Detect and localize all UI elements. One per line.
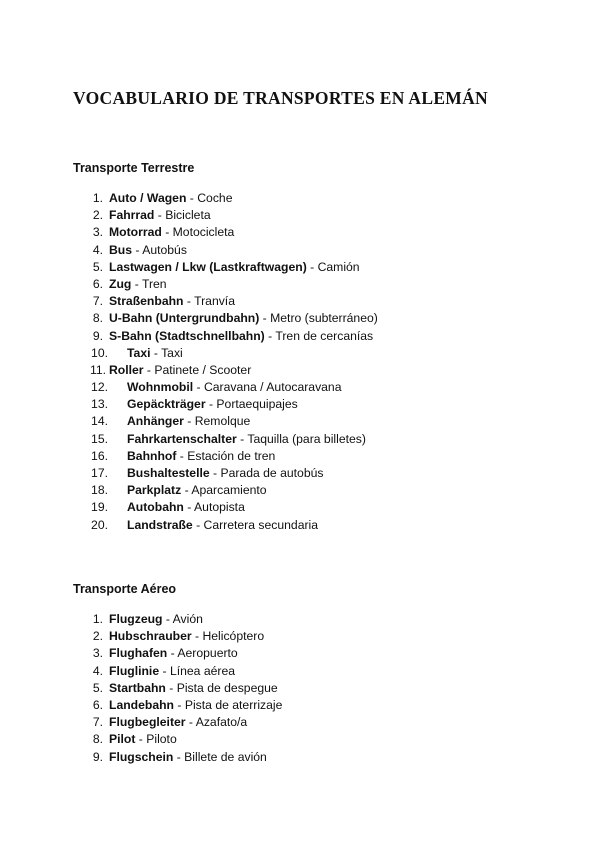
german-term: Pilot [109, 732, 136, 747]
item-number: 17. [91, 466, 108, 480]
item-number: 19. [91, 500, 108, 515]
spanish-translation: - Taquilla (para billetes) [236, 431, 366, 446]
item-entry [127, 482, 267, 499]
item-entry [109, 645, 238, 662]
item-entry [109, 749, 267, 766]
item-number: 3. [92, 646, 103, 661]
item-number: 10. [91, 345, 108, 360]
german-term: Gepäckträger [127, 397, 206, 412]
spanish-translation: - Aeropuerto [167, 646, 238, 661]
german-term: Bus [109, 242, 133, 257]
item-entry [127, 465, 323, 482]
item-number: 7. [92, 715, 103, 730]
german-term: Straßenbahn [109, 294, 184, 309]
german-term: Zug [109, 276, 132, 291]
item-entry [109, 628, 264, 645]
spanish-translation: - Portaequipajes [205, 397, 298, 412]
german-term: Landebahn [109, 697, 175, 712]
german-term: Taxi [127, 345, 151, 360]
german-term: Fluglinie [109, 663, 160, 678]
item-number: 5. [92, 680, 103, 695]
german-term: Flugschein [109, 749, 174, 764]
item-entry [109, 697, 282, 714]
german-term: Fahrkartenschalter [127, 431, 237, 446]
item-entry [109, 207, 211, 224]
item-number: 7. [92, 294, 103, 309]
spanish-translation: - Autobús [132, 242, 187, 257]
german-term: Wohnmobil [127, 380, 194, 395]
spanish-translation: - Taxi [150, 345, 183, 360]
spanish-translation: - Parada de autobús [209, 466, 324, 480]
german-term: Roller [109, 362, 144, 377]
item-entry [127, 517, 318, 534]
german-term: Landstraße [127, 517, 193, 532]
page-title: VOCABULARIO DE TRANSPORTES EN ALEMÁN [73, 88, 488, 108]
item-number: 6. [92, 276, 103, 291]
spanish-translation: - Caravana / Autocaravana [193, 380, 342, 395]
item-number: 2. [92, 629, 103, 644]
spanish-translation: - Pista de aterrizaje [174, 697, 283, 712]
german-term: S-Bahn (Stadtschnellbahn) [109, 328, 265, 343]
german-term: Bushaltestelle [127, 466, 210, 480]
item-entry [109, 293, 235, 310]
item-entry [109, 242, 187, 259]
spanish-translation: - Tren [131, 276, 167, 291]
section-heading-aereo: Transporte Aéreo [73, 582, 177, 596]
spanish-translation: - Billete de avión [173, 749, 267, 764]
spanish-translation: - Azafato/a [185, 715, 248, 730]
item-number: 14. [91, 414, 108, 429]
item-number: 4. [92, 663, 103, 678]
item-number: 4. [92, 242, 103, 257]
item-number: 2. [92, 208, 103, 223]
item-number: 1. [92, 191, 103, 205]
german-term: Flugbegleiter [109, 715, 186, 730]
german-term: Flugzeug [109, 612, 163, 626]
spanish-translation: - Remolque [183, 414, 251, 429]
german-term: Parkplatz [127, 483, 182, 498]
item-number: 20. [91, 517, 108, 532]
item-number: 9. [92, 749, 103, 764]
item-entry [127, 345, 183, 362]
german-term: Bahnhof [127, 448, 177, 463]
spanish-translation: - Patinete / Scooter [143, 362, 252, 377]
german-term: Anhänger [127, 414, 184, 429]
german-term: Startbahn [109, 680, 166, 695]
item-entry [109, 714, 247, 731]
item-number: 1. [92, 612, 103, 626]
item-entry [127, 499, 245, 516]
item-entry [109, 663, 235, 680]
german-term: Autobahn [127, 500, 184, 515]
item-entry [109, 731, 177, 748]
spanish-translation: - Pista de despegue [165, 680, 278, 695]
german-term: U-Bahn (Untergrundbahn) [109, 311, 260, 326]
spanish-translation: - Helicóptero [191, 629, 265, 644]
item-entry [127, 448, 275, 465]
spanish-translation: - Avión [162, 612, 203, 626]
german-term: Lastwagen / Lkw (Lastkraftwagen) [109, 259, 307, 274]
spanish-translation: - Autopista [183, 500, 245, 515]
item-entry [109, 310, 378, 327]
german-term: Auto / Wagen [109, 191, 187, 205]
spanish-translation: - Aparcamiento [181, 483, 267, 498]
item-entry [109, 259, 360, 276]
german-term: Flughafen [109, 646, 168, 661]
item-entry [127, 431, 366, 448]
item-entry [109, 362, 251, 379]
item-number: 12. [91, 380, 108, 395]
item-number: 9. [92, 328, 103, 343]
spanish-translation: - Piloto [135, 732, 177, 747]
spanish-translation: - Camión [306, 259, 360, 274]
item-entry [127, 396, 298, 413]
item-number: 11. [89, 362, 106, 377]
item-number: 6. [92, 697, 103, 712]
item-number: 18. [91, 483, 108, 498]
item-number: 15. [91, 431, 108, 446]
item-entry [109, 190, 232, 207]
item-number: 8. [92, 732, 103, 747]
item-number: 13. [91, 397, 108, 412]
item-number: 3. [92, 225, 103, 240]
german-term: Hubschrauber [109, 629, 192, 644]
item-entry [127, 413, 250, 430]
item-entry [127, 379, 342, 396]
item-number: 5. [92, 259, 103, 274]
item-number: 8. [92, 311, 103, 326]
item-entry [109, 276, 167, 293]
spanish-translation: - Coche [186, 191, 233, 205]
spanish-translation: - Motocicleta [161, 225, 235, 240]
item-entry [109, 680, 278, 697]
spanish-translation: - Estación de tren [176, 448, 276, 463]
item-entry [109, 224, 234, 241]
spanish-translation: - Línea aérea [159, 663, 235, 678]
spanish-translation: - Tren de cercanías [264, 328, 374, 343]
german-term: Motorrad [109, 225, 162, 240]
section-heading-terrestre: Transporte Terrestre [73, 161, 195, 175]
item-number: 16. [91, 448, 108, 463]
spanish-translation: - Carretera secundaria [192, 517, 319, 532]
item-entry [109, 611, 203, 628]
item-entry [109, 328, 373, 345]
german-term: Fahrrad [109, 208, 155, 223]
spanish-translation: - Bicicleta [154, 208, 211, 223]
spanish-translation: - Metro (subterráneo) [259, 311, 378, 326]
spanish-translation: - Tranvía [183, 294, 235, 309]
